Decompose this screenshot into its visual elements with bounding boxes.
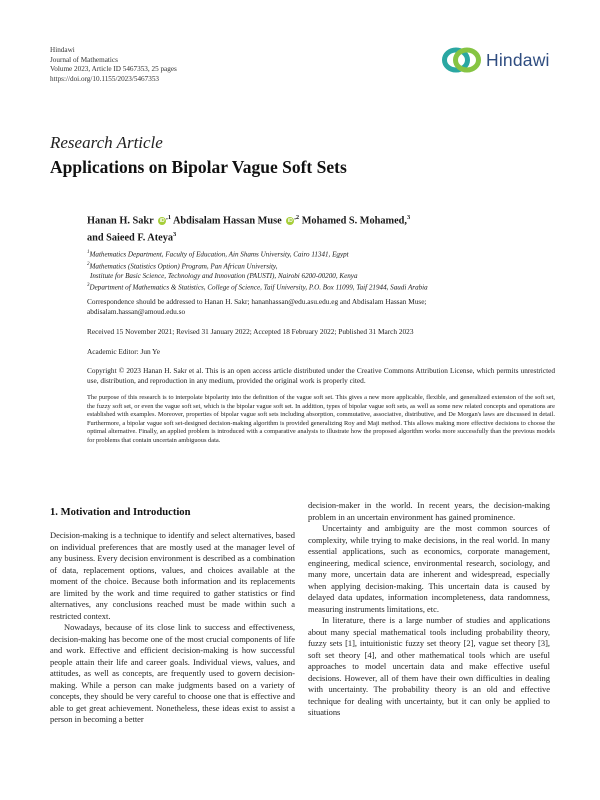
doi-link[interactable]: https://doi.org/10.1155/2023/5467353 xyxy=(50,74,160,83)
section-heading: 1. Motivation and Introduction xyxy=(50,507,191,518)
publisher-name: Hindawi xyxy=(50,46,75,54)
author-name[interactable]: and Saieed F. Ateya xyxy=(87,232,174,244)
journal-name: Journal of Mathematics xyxy=(50,55,118,64)
paragraph: In literature, there is a large number of studies and applications about many special mathematical tools including probability theory, fuzzy sets [1], intuitionistic fuzzy set theory [2], vague set theory [3], soft set theory [4], and other mathematical tools which are useful approaches to model uncertain data and make effective useful decisions. However, all of them have their own difficulties in dealing with uncertainty. The probability theory is an old and effective technique for dealing with uncertainty, but it can only be applied to situations xyxy=(308,615,550,717)
author-name[interactable]: Mohamed S. Mohamed, xyxy=(301,215,407,227)
body-column-right xyxy=(308,500,550,719)
paragraph: Nowadays, because of its close link to success and effectiveness, decision-making has become one of the most crucial components of life and work. Effective and efficient decision-making is how successful people attain their life and career goals. Individual views, values, and attitudes, as well as concepts, are frequently used to govern decision-making. While a person can make judgments based on a variety of concepts, they should be very careful to choose one that is effective and able to get great achievement. Nonetheless, these ideas exist to assist a person in becoming a better xyxy=(50,622,295,724)
correspondence-line: Correspondence should be addressed to Hanan H. Sakr; hananhassan@edu.asu.edu.eg and Abdisalam Hassan Muse; xyxy=(87,297,427,306)
author-list xyxy=(87,211,557,245)
article-type: Research Article xyxy=(50,133,163,152)
body-column-left xyxy=(50,530,295,726)
orcid-icon[interactable]: iD xyxy=(159,218,165,225)
affiliation-3: $^3$Department of Mathematics & Statistics, College of Science, Taif University, P.O. Box 11099, Taif 21944, Saudi Arabia xyxy=(87,283,428,292)
orcid-icon[interactable]: iD xyxy=(287,218,293,225)
article-title: Applications on Bipolar Vague Soft Sets xyxy=(50,157,347,177)
academic-editor: Academic Editor: Jun Ye xyxy=(87,347,160,356)
copyright-notice: Copyright © 2023 Hanan H. Sakr et al. This is an open access article distributed under the Creative Commons Attribution License, which permits unrestricted use, distribution, and reproduction in any medium, provided the original work is properly cited. xyxy=(87,366,555,385)
affiliation-marker: ,1 xyxy=(166,214,171,221)
correspondence xyxy=(87,297,555,317)
affiliation-2: $^2$Mathematics (Statistics Option) Program, Pan African University, xyxy=(87,261,278,271)
affiliation-marker: 3 xyxy=(406,214,411,221)
paragraph: Decision-making is a technique to identify and select alternatives, based on individual preferences that are mostly used at the manager level of any business. Every decision environment is described as a combination of data, replacement options, values, and choices available at the moment of the choice. Because both information and its replacements are limited by the work and time required to gather statistics or find alternatives, any conclusions reached must be made within such a restricted context. xyxy=(50,530,295,621)
correspondence-email[interactable]: abdisalam.hassan@amoud.edu.so xyxy=(87,307,186,316)
abstract: The purpose of this research is to interpolate bipolarity into the definition of the vague soft set. This gives a new more applicable, flexible, and generalized extension of the soft set, the fuzzy soft set, or even the vague soft set, which is the bipolar vague soft set. In addition, types of bipolar vague soft sets, as well as some new related concepts and operations are established with examples. Moreover, properties of bipolar vague soft sets including absorption, commutative, associative, distributive, and De Morgan's laws are discussed in detail. Furthermore, a bipolar vague soft set-designed decision-making algorithm is provided generalizing Roy and Maji method. This allows making more effective decisions to choose the optimal alternative. Finally, an applied problem is introduced with a comparative analysis to illustrate how the proposed algorithm works more successfully than the previous models for problems that contain uncertain ambiguous data. xyxy=(87,394,555,444)
hindawi-logo-text: Hindawi xyxy=(486,49,550,70)
affiliation-2-continued: Institute for Basic Science, Technology and Innovation (PAUSTI), Nairobi 6200-00200, Kenya xyxy=(90,271,358,280)
history-dates: Received 15 November 2021; Revised 31 January 2022; Accepted 18 February 2022; Published 31 March 2023 xyxy=(87,327,414,336)
paragraph: Uncertainty and ambiguity are the most common sources of complexity, while trying to make decisions, in the real world. In many essential applications, such as economics, corporate management, engineering, medical science, environmental research, sociology, and many more, uncertain data are inherent and widespread, especially when applying decision-making. This uncertain data is caused by delayed data updates, information incompleteness, data randomness, measuring instruments limitations, etc. xyxy=(308,523,550,614)
hindawi-logo-icon xyxy=(440,40,484,80)
author-name[interactable]: Hanan H. Sakr xyxy=(87,215,154,227)
hindawi-logo xyxy=(440,40,555,80)
volume-line: Volume 2023, Article ID 5467353, 25 pages xyxy=(50,65,177,74)
affiliation-1: $^1$Mathematics Department, Faculty of Education, Ain Shams University, Cairo 11341, Egypt xyxy=(87,250,349,259)
affiliation-marker: ,2 xyxy=(294,214,300,221)
paragraph: decision-maker in the world. In recent years, the decision-making problem in an uncertain environment has gained prominence. xyxy=(308,500,550,522)
journal-metadata xyxy=(50,46,177,84)
affiliations xyxy=(87,248,557,293)
author-name[interactable]: Abdisalam Hassan Muse xyxy=(172,215,282,227)
affiliation-marker: 3 xyxy=(173,230,177,238)
